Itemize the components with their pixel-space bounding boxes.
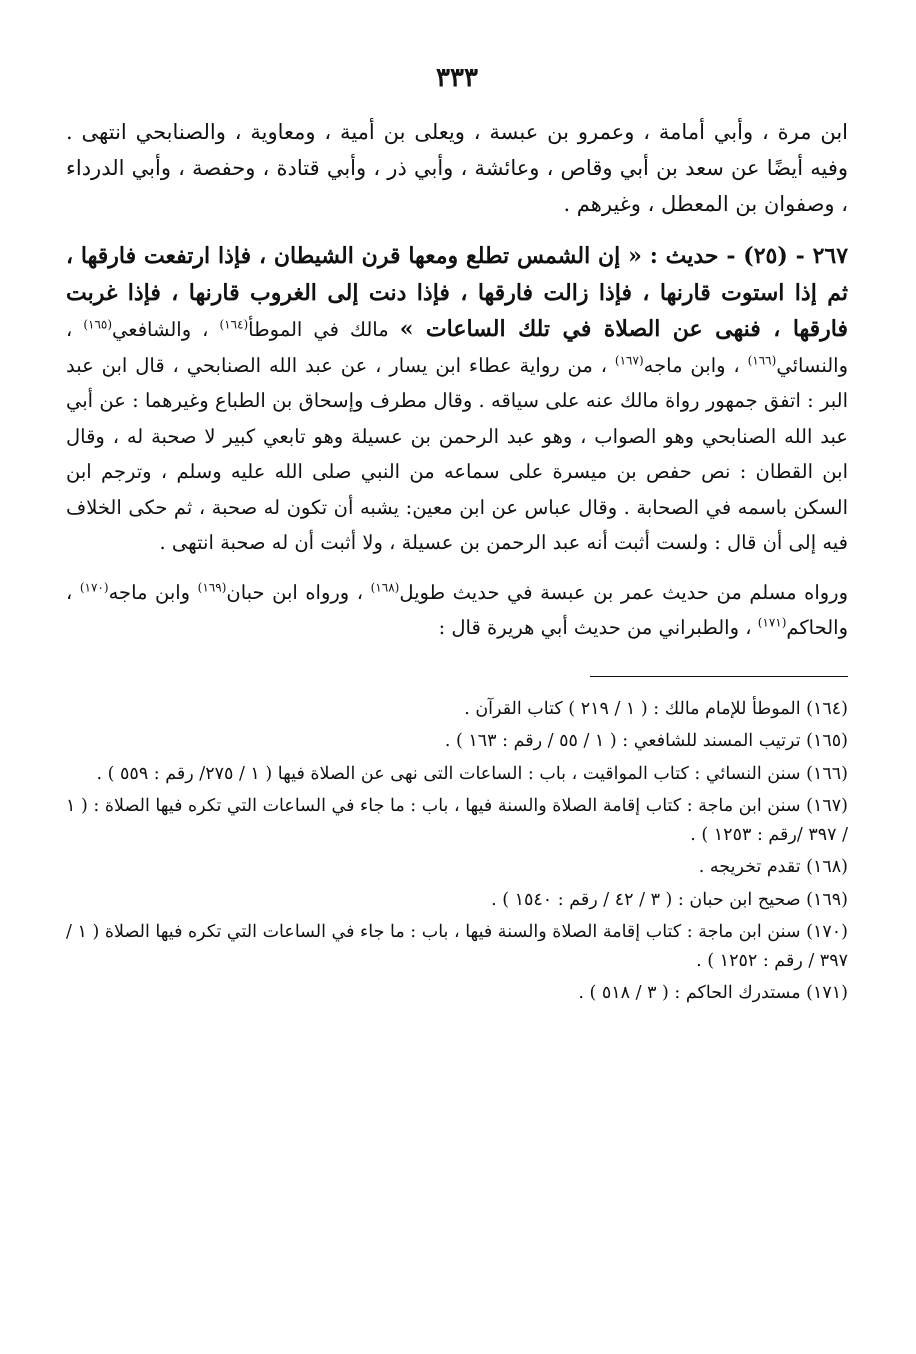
hadith-heading: ٢٦٧ - (٢٥) - حديث : « إن الشمس تطلع ومعها قرن الشيطان ، فإذا ارتفعت فارقها ، ثم إذا استوت قارنها ، فإذا زالت فارقها ، فإذا دنت إلى الغروب قارنها ، فإذا غربت فارقها ، فنهى عن الصلاة في تلك الساعات »: [66, 243, 849, 342]
second-paragraph-part-4: ، والحاكم: [66, 580, 848, 639]
footnote-ref-169[interactable]: (١٦٩): [197, 580, 227, 594]
footnote-ref-168[interactable]: (١٦٨): [370, 580, 400, 594]
footnote-166: (١٦٦) سنن النسائي : كتاب المواقيت ، باب : الساعات التى نهى عن الصلاة فيها ( ١ / ٢٧٥/ رقم : ٥٥٩ ) .: [96, 763, 848, 784]
footnotes-section: [66, 695, 848, 1008]
footnote-167: (١٦٧) سنن ابن ماجة : كتاب إقامة الصلاة والسنة فيها ، باب : ما جاء في الساعات التي تكره فيها الصلاة : ( ١ / ٣٩٧ /رقم : ١٢٥٣ ) .: [66, 796, 848, 845]
intro-paragraph: ابن مرة ، وأبي أمامة ، وعمرو بن عبسة ، ويعلى بن أمية ، ومعاوية ، والصنابحي انتهى . وفيه أيضًا عن سعد بن أبي وقاص ، وعائشة ، وأبي ذر ، وأبي قتادة ، وحفصة ، وأبي الدرداء ، وصفوان بن المعطل ، وغيرهم .: [66, 120, 848, 216]
footnote-ref-171[interactable]: (١٧١): [757, 615, 787, 630]
footnote-170: (١٧٠) سنن ابن ماجة : كتاب إقامة الصلاة والسنة فيها ، باب : ما جاء في الساعات التي تكره فيها الصلاة ( ١ / ٣٩٧ / رقم : ١٢٥٢ ) .: [66, 922, 848, 971]
footnote-164: (١٦٤) الموطأ للإمام مالك : ( ١ / ٢١٩ ) كتاب القرآن .: [464, 698, 848, 719]
second-paragraph-part-2: ، ورواه ابن حبان: [226, 580, 364, 604]
second-paragraph-part-3: وابن ماجه: [108, 580, 191, 604]
footnote-171: (١٧١) مستدرك الحاكم : ( ٣ / ٥١٨ ) .: [578, 983, 848, 1003]
second-paragraph-part-5: ، والطبراني من حديث أبي هريرة قال :: [438, 616, 752, 639]
footnote-169: (١٦٩) صحيح ابن حبان : ( ٣ / ٤٢ / رقم : ١٥٤٠ ) .: [491, 889, 848, 910]
hadith-paragraph: [66, 238, 848, 561]
citation-malik: مالك في الموطأ: [248, 318, 389, 341]
second-paragraph: [66, 575, 848, 646]
second-paragraph-part-1: ورواه مسلم من حديث عمر بن عبسة في حديث طويل: [399, 580, 849, 604]
footnote-divider: [590, 676, 848, 677]
footnote-ref-167[interactable]: (١٦٧): [614, 353, 644, 367]
footnote-168: (١٦٨) تقدم تخريجه .: [698, 857, 848, 877]
page-number: ٣٣٣: [436, 63, 478, 93]
footnote-ref-165[interactable]: (١٦٥): [83, 317, 113, 332]
footnote-ref-166[interactable]: (١٦٦): [747, 353, 777, 367]
citation-shafii: ، والشافعي: [112, 318, 209, 341]
footnote-ref-170[interactable]: (١٧٠): [79, 580, 109, 594]
footnote-ref-164[interactable]: (١٦٤): [219, 317, 249, 332]
citation-ibn-majah: ، وابن ماجه: [643, 353, 740, 377]
footnote-165: (١٦٥) ترتيب المسند للشافعي : ( ١ / ٥٥ / رقم : ١٦٣ ) .: [444, 731, 848, 751]
citation-nasai: ، والنسائي: [66, 318, 848, 377]
hadith-commentary: ، من رواية عطاء ابن يسار ، عن عبد الله الصنابحي ، قال ابن عبد البر : اتفق جمهور رواة مالك عنه على سياقه . وقال مطرف وإسحاق بن الطباع وغيرهما : عن أبي عبد الله الصنابحي وهو الصواب ، وهو عبد الرحمن بن عسيلة وهو تابعي كبير لا صحبة له ، وقال ابن القطان : نص حفص بن ميسرة على سماعه من النبي صلى الله عليه وسلم ، وترجم ابن السكن باسمه في الصحابة . وقال عباس عن ابن معين: يشبه أن تكون له صحبة ، ثم حكى الخلاف فيه إلى أن قال : ولست أثبت أنه عبد الرحمن بن عسيلة ، ولا أثبت أن له صحبة انتهى .: [66, 353, 848, 554]
